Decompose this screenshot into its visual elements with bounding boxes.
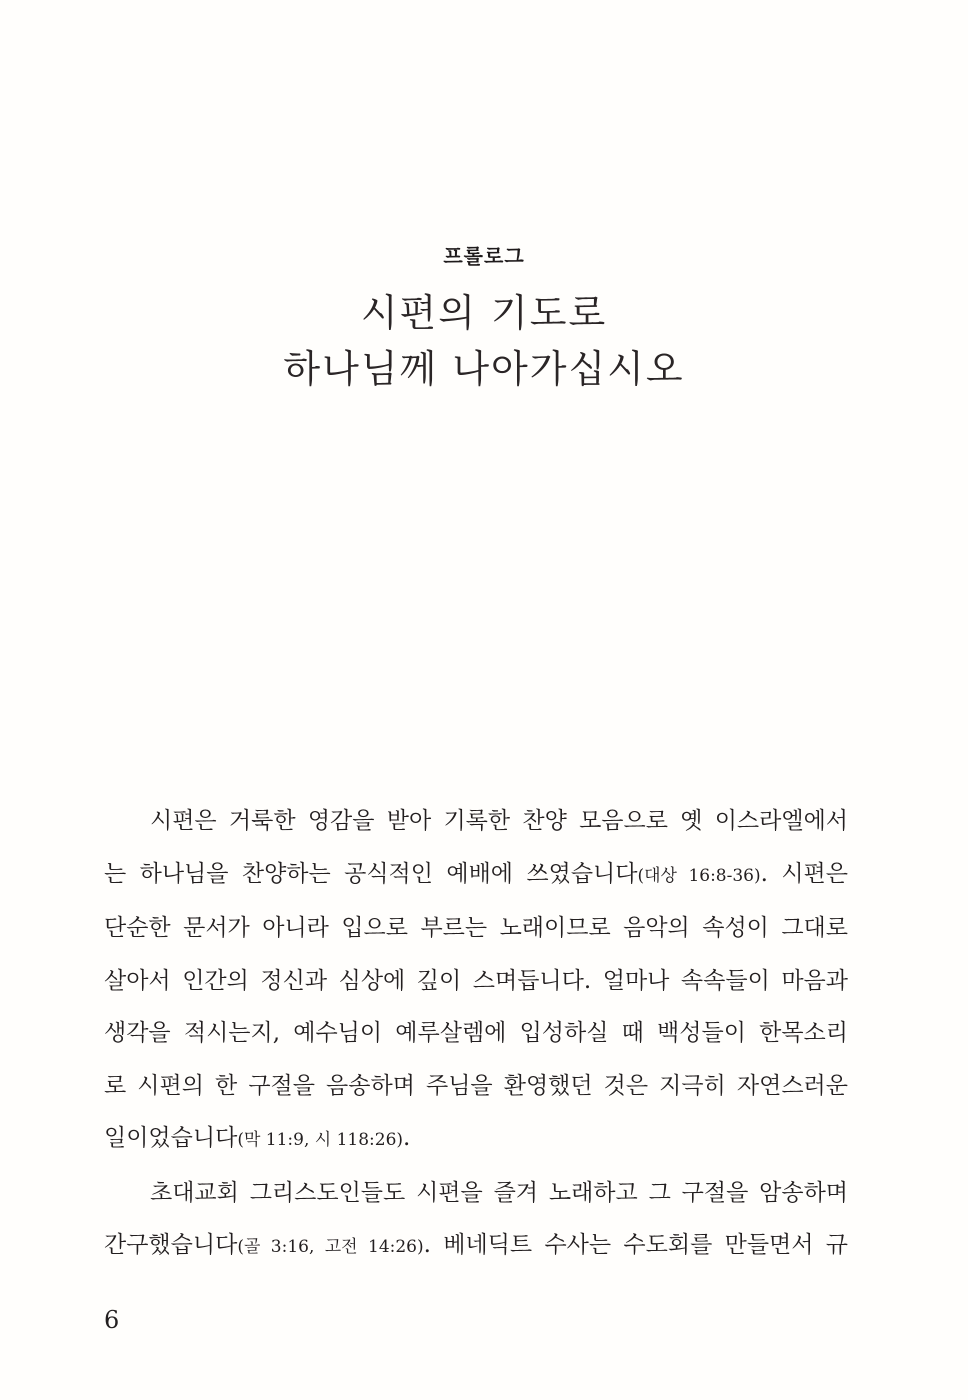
scripture-reference: (골 3:16, 고전 14:26) (237, 1237, 424, 1257)
body-line: 시편은 거룩한 영감을 받아 기록한 찬양 모음으로 옛 이스라엘에서 (150, 808, 848, 834)
chapter-kicker: 프롤로그 (443, 244, 525, 268)
body-line: 일이었습니다(막 11:9, 시 118:26). (104, 1125, 411, 1151)
body-line: 생각을 적시는지, 예수님이 예루살렘에 입성하실 때 백성들이 한목소리 (104, 1020, 848, 1046)
body-line: 간구했습니다(골 3:16, 고전 14:26). 베네딕트 수사는 수도회를 만들면서 규 (104, 1232, 849, 1258)
scripture-reference: (대상 16:8-36) (637, 865, 761, 886)
chapter-title-line-1: 시편의 기도로 (360, 291, 608, 335)
body-line: 초대교회 그리스도인들도 시편을 즐겨 노래하고 그 구절을 암송하며 (150, 1179, 848, 1206)
body-line: 는 하나님을 찬양하는 공식적인 예배에 쓰였습니다(대상 16:8-36). 시편은 (104, 860, 848, 887)
body-text (104, 795, 848, 1274)
body-line: 살아서 인간의 정신과 심상에 깊이 스며듭니다. 얼마나 속속들이 마음과 (104, 967, 848, 994)
body-line: 로 시편의 한 구절을 음송하며 주님을 환영했던 것은 지극히 자연스러운 (104, 1072, 848, 1099)
chapter-title-line-2: 하나님께 나아가십시오 (283, 347, 685, 391)
chapter-title (0, 285, 968, 397)
body-line: 단순한 문서가 아니라 입으로 부르는 노래이므로 음악의 속성이 그대로 (104, 915, 848, 941)
scripture-reference: (막 11:9, 시 118:26) (237, 1130, 404, 1150)
page-number: 6 (104, 1306, 120, 1334)
